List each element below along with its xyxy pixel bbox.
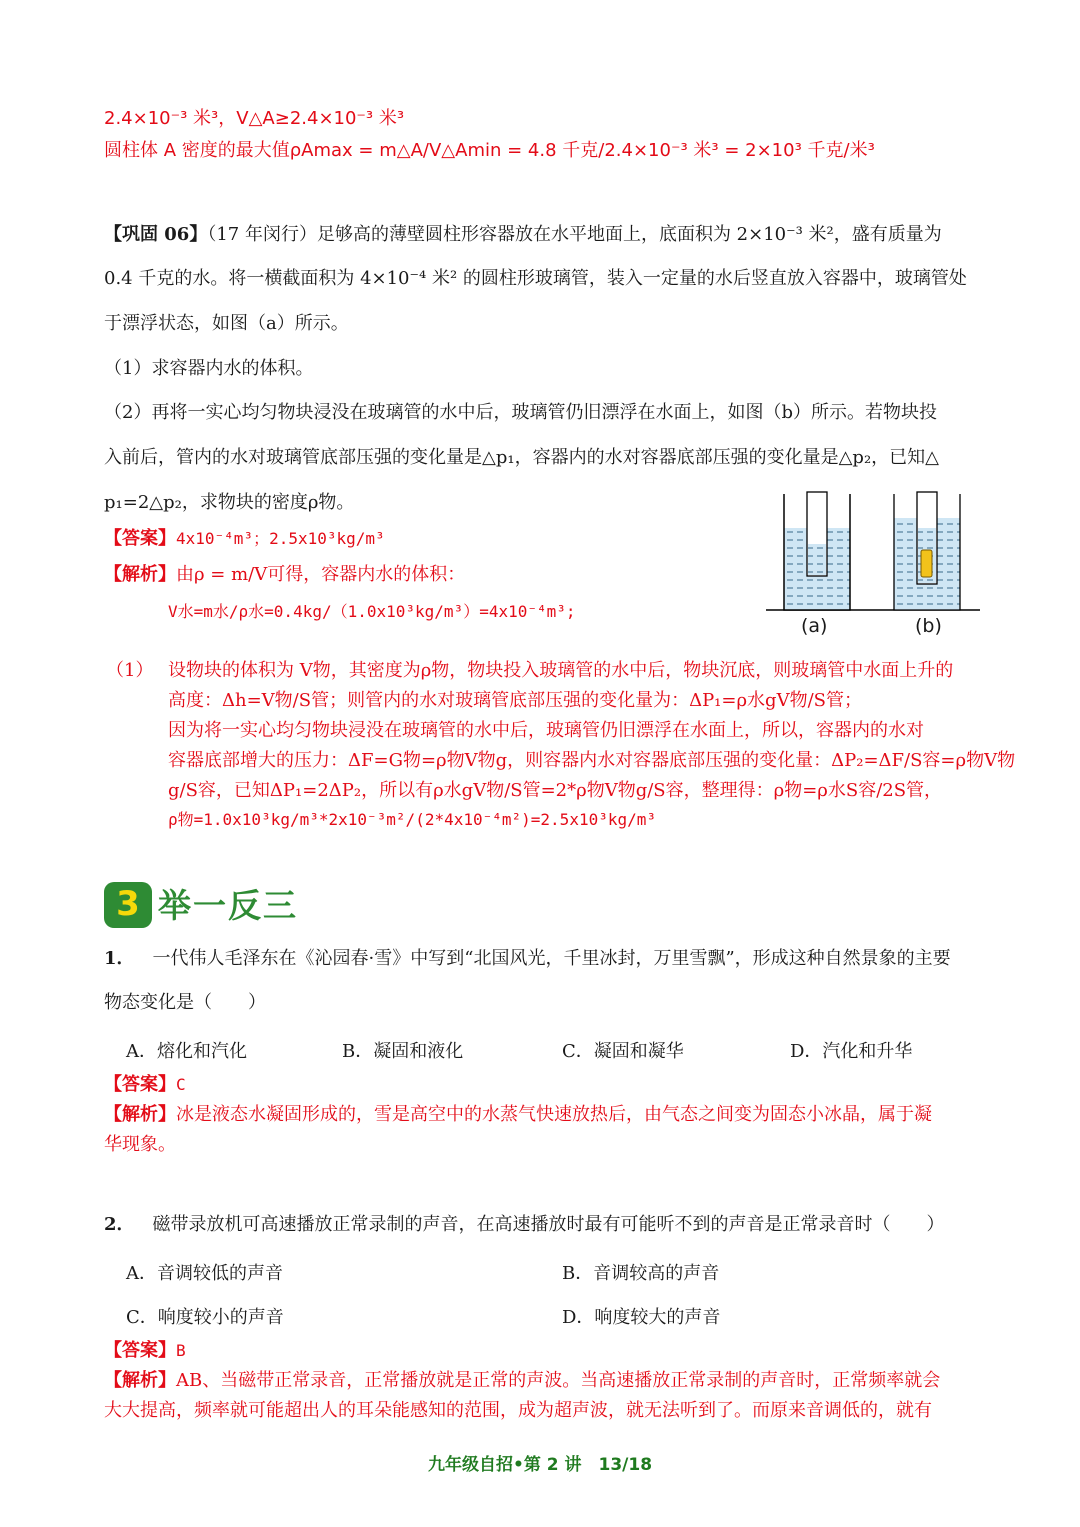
q2-jiexi xyxy=(104,1370,940,1392)
section-badge xyxy=(104,882,152,928)
gonggu-line-1 xyxy=(104,224,942,246)
q2-option-c[interactable]: C．响度较小的声音 xyxy=(126,1307,284,1328)
q1-jiexi-text-2: 华现象。 xyxy=(104,1134,176,1155)
q2-option-a[interactable]: A．音调较低的声音 xyxy=(126,1263,283,1284)
q1-answer-text: C xyxy=(176,1075,186,1094)
q2-option-b[interactable]: B．音调较高的声音 xyxy=(562,1263,720,1284)
q1-line-1 xyxy=(104,948,951,970)
gonggu-line-3: 于漂浮状态，如图（a）所示。 xyxy=(104,313,349,334)
q1-answer-label: 【答案】 xyxy=(104,1074,176,1095)
solution-line-5: g/S容，已知ΔP₁=2ΔP₂，所以有ρ水gV物/S管=2*ρ物V物g/S容，整理得：ρ物=ρ水S容/2S管， xyxy=(168,780,943,801)
gonggu-label: 【巩固 06】 xyxy=(104,224,208,245)
gonggu-answer xyxy=(104,528,385,550)
section-title: 举一反三 xyxy=(158,886,298,925)
q1-line-2: 物态变化是（ ） xyxy=(104,992,266,1013)
gonggu-q1: （1）求容器内水的体积。 xyxy=(104,358,314,379)
q1-jiexi-text-1: 冰是液态水凝固形成的，雪是高空中的水蒸气快速放热后，由气态之间变为固态小冰晶，属于凝 xyxy=(176,1104,932,1125)
figure-label-b: (b) xyxy=(915,615,942,637)
container-a xyxy=(784,492,850,610)
jiexi-text-1: 由ρ = m/V可得，容器内水的体积： xyxy=(176,564,466,585)
gonggu-q2-line-1: （2）再将一实心均匀物块浸没在玻璃管的水中后，玻璃管仍旧漂浮在水面上，如图（b）所示。若物块投 xyxy=(104,402,937,423)
q2-number: 2． xyxy=(104,1214,135,1235)
figure-label-a: (a) xyxy=(801,615,828,637)
gonggu-jiexi xyxy=(104,564,465,586)
jiexi-text-2: V水=m水/ρ水=0.4kg/（1.0x10³kg/m³）=4x10⁻⁴m³; xyxy=(168,602,576,621)
q1-jiexi xyxy=(104,1104,932,1126)
gonggu-text-1: （17 年闵行）足够高的薄壁圆柱形容器放在水平地面上，底面积为 2×10⁻³ 米²，盛有质量为 xyxy=(207,224,942,245)
q2-answer-text: B xyxy=(176,1341,186,1360)
q1-option-a[interactable]: A．熔化和汽化 xyxy=(126,1041,247,1062)
q1-option-b[interactable]: B．凝固和液化 xyxy=(342,1041,464,1062)
q2-jiexi-text-1: AB、当磁带正常录音，正常播放就是正常的声波。当高速播放正常录制的声音时，正常频率就会 xyxy=(176,1370,941,1391)
solution-number: （1） xyxy=(106,660,154,681)
q2-jiexi-text-2: 大大提高，频率就可能超出人的耳朵能感知的范围，成为超声波，就无法听到了。而原来音调低的，就有 xyxy=(104,1400,932,1421)
glass-tube-figure xyxy=(766,488,980,648)
gonggu-line-2: 0.4 千克的水。将一横截面积为 4×10⁻⁴ 米² 的圆柱形玻璃管，装入一定量的水后竖直放入容器中，玻璃管处 xyxy=(104,268,967,289)
page-footer: 九年级自招•第 2 讲 13/18 xyxy=(427,1455,653,1475)
jiexi-label: 【解析】 xyxy=(104,564,176,585)
section-badge-number: 3 xyxy=(116,884,140,924)
solution-line-6: ρ物=1.0x10³kg/m³*2x10⁻³m²/(2*4x10⁻⁴m²)=2.5x10³kg/m³ xyxy=(168,810,657,829)
q2-jiexi-label: 【解析】 xyxy=(104,1370,176,1391)
q1-number: 1． xyxy=(104,948,135,969)
q2-answer xyxy=(104,1340,186,1362)
container-b xyxy=(894,492,960,610)
q2-answer-label: 【答案】 xyxy=(104,1340,176,1361)
q1-option-c[interactable]: C．凝固和凝华 xyxy=(562,1041,684,1062)
gonggu-q2-line-2: 入前后，管内的水对玻璃管底部压强的变化量是△p₁，容器内的水对容器底部压强的变化量是△p₂，已知△ xyxy=(104,447,940,468)
solution-line-1: 设物块的体积为 V物，其密度为ρ物，物块投入玻璃管的水中后，物块沉底，则玻璃管中水面上升的 xyxy=(168,660,954,681)
q2-text-1: 磁带录放机可高速播放正常录制的声音，在高速播放时最有可能听不到的声音是正常录音时（ ） xyxy=(152,1214,945,1235)
solid-block xyxy=(921,550,932,577)
q2-line-1 xyxy=(104,1214,945,1236)
q1-text-1: 一代伟人毛泽东在《沁园春·雪》中写到“北国风光，千里冰封，万里雪飘”，形成这种自然景象的主要 xyxy=(152,948,951,969)
gonggu-q2-line-3: p₁=2△p₂，求物块的密度ρ物。 xyxy=(104,492,355,513)
answer-text: 4x10⁻⁴m³；2.5x10³kg/m³ xyxy=(176,529,385,548)
q1-jiexi-label: 【解析】 xyxy=(104,1104,176,1125)
solution-line-4: 容器底部增大的压力：ΔF=G物=ρ物V物g，则容器内水对容器底部压强的变化量：ΔP₂=ΔF/S容=ρ物V物 xyxy=(168,750,1016,771)
q1-answer xyxy=(104,1074,186,1096)
top-line-2: 圆柱体 A 密度的最大值ρAmax = m△A/V△Amin = 4.8 千克/2.4×10⁻³ 米³ = 2×10³ 千克/米³ xyxy=(104,140,875,161)
q2-option-d[interactable]: D．响度较大的声音 xyxy=(562,1307,721,1328)
solution-line-3: 因为将一实心均匀物块浸没在玻璃管的水中后，玻璃管仍旧漂浮在水面上，所以，容器内的水对 xyxy=(168,720,924,741)
solution-line-2: 高度：Δh=V物/S管；则管内的水对玻璃管底部压强的变化量为：ΔP₁=ρ水gV物/S管； xyxy=(168,690,862,711)
top-line-1: 2.4×10⁻³ 米³，V△A≥2.4×10⁻³ 米³ xyxy=(104,108,405,129)
answer-label: 【答案】 xyxy=(104,528,176,549)
q1-option-d[interactable]: D．汽化和升华 xyxy=(790,1041,913,1062)
